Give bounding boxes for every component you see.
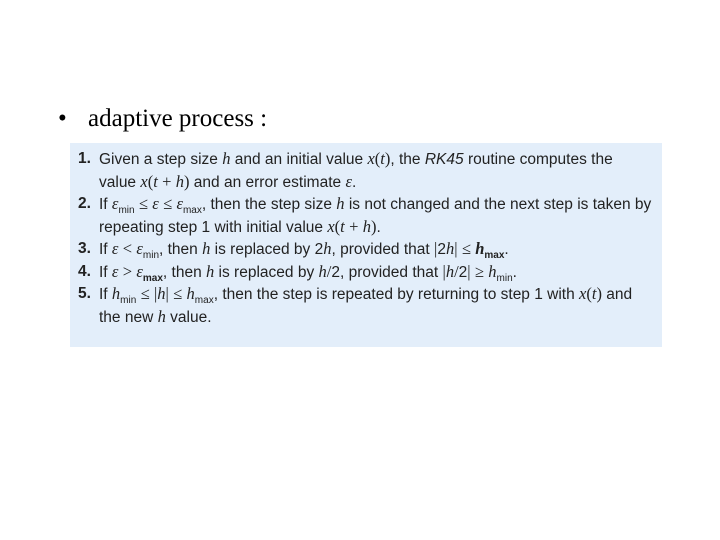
bullet-icon: • [58,105,67,132]
step-text: If $h_{min} \le |h| \le h_{max}$, then the step is repeated by returning to step 1 with x(t) and the new h value. [99,284,633,326]
step-number: 1. [78,150,91,167]
step-item [78,261,652,284]
step-item [78,283,652,328]
steps-box [70,143,662,347]
step-item [78,148,652,193]
step-text: If $\varepsilon_{min} \le \varepsilon \le \varepsilon_{max}$, then the step size h is not changed and the next step is taken by repeating step 1 with initial value x(t + h). [99,194,652,236]
step-item [78,193,652,238]
heading-text: adaptive process : [88,105,268,132]
step-text: Given a step size h and an initial value x(t), the RK45 routine computes the value x(t + h) and an error estimate ε. [99,149,613,191]
step-number: 2. [78,195,91,212]
bullet-heading [58,103,267,135]
step-number: 4. [78,262,91,280]
step-item [78,238,652,261]
step-text: If $\varepsilon < \varepsilon_{min}$, then h is replaced by 2h, provided that $|2h| \le h_{max}$. [99,239,509,262]
step-text: If $\varepsilon > \varepsilon_{max}$, then h is replaced by h/2, provided that $|h/2| \ge h_{min}$. [99,261,517,284]
step-number: 3. [78,240,91,257]
step-number: 5. [78,285,91,302]
